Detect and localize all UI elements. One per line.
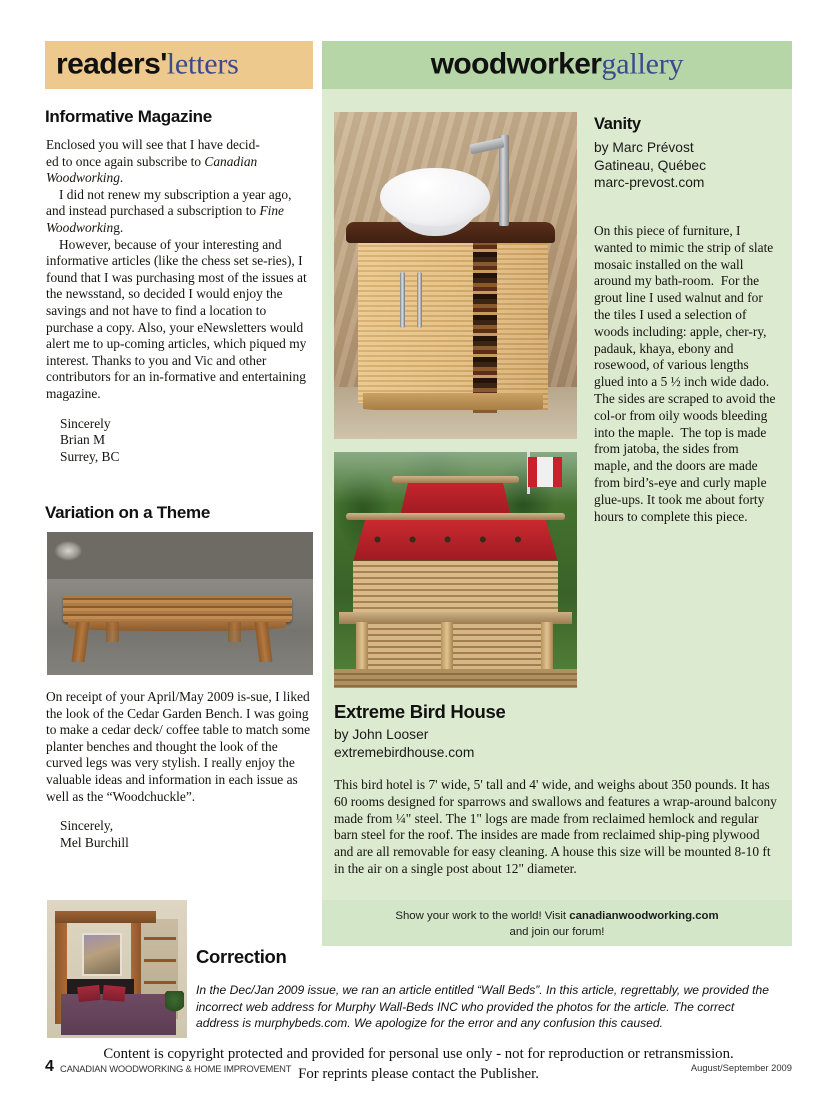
cedar-deck-coffee-table-photo [47, 532, 313, 675]
slate-mosaic-inlay-strip [473, 236, 497, 413]
letter-1-paragraph-1: Enclosed you will see that I have decid- ed to once again subscribe to Canadian Woodworking. [46, 137, 260, 186]
gallery-item-2-author: by John Looser [334, 727, 429, 742]
gallery-item-1-author: by Marc Prévost [594, 140, 694, 155]
accent-pillow-right [102, 985, 126, 1002]
watermark-line-2: For reprints please contact the Publisher. [298, 1066, 539, 1082]
gallery-header-bold: woodworker [430, 47, 602, 81]
gallery-footer-banner [322, 900, 792, 946]
readers-letters-header [45, 41, 313, 89]
letter-2-body [46, 689, 314, 851]
correction-title: Correction [196, 946, 287, 967]
wooden-deck [334, 669, 577, 688]
magazine-name: CANADIAN WOODWORKING & HOME IMPROVEMENT [60, 1063, 292, 1074]
letter-2-signature-line-1: Sincerely, [60, 818, 114, 834]
cabinet-handle-right [417, 272, 422, 328]
gallery-item-2-meta [334, 726, 594, 761]
letter-1-signature-line-2: Brian M [60, 432, 106, 448]
letter-1-body [46, 137, 314, 465]
gallery-item-2-title: Extreme Bird House [334, 701, 506, 722]
framed-artwork [82, 933, 122, 976]
bench-leg-rear-left [106, 622, 119, 642]
letter-2-title: Variation on a Theme [45, 503, 210, 522]
bench-tabletop [63, 595, 292, 622]
letter-1-paragraph-3: However, because of your interesting and informative articles (like the chess set se-ries), I found that I was purchasing most of the issues at the newsstand, so decided I would enjoy the savings and not have to find a location to purchase a copy. Also, your eNewsletters would alert me to up-coming articles, which piqued my interest. Thanks to you and Vic and other contributors for an in-formative and entertaining magazine. [46, 236, 307, 401]
wrap-around-balcony [339, 612, 572, 624]
lower-roof-ridge-log [346, 513, 565, 520]
watermark-line-1: Content is copyright protected and provided for personal use only - not for reproduction or retransmission. [103, 1046, 734, 1062]
stone-wall-background [47, 532, 313, 579]
letter-1-paragraph-2: I did not renew my subscription a year ago, and instead purchased a subscription to Fine Woodworking. [46, 186, 292, 235]
letter-1-title: Informative Magazine [45, 107, 212, 126]
letter-1-signature-line-3: Surrey, BC [60, 448, 120, 464]
gallery-header-text [431, 49, 684, 79]
gallery-footer-line-1 [322, 909, 792, 925]
canadian-flag [528, 457, 562, 488]
gallery-header-band [322, 41, 792, 89]
readers-letters-header-bold: readers' [56, 47, 167, 81]
bed-frame-header [55, 911, 156, 923]
vanity-photo [334, 112, 577, 439]
gallery-item-1-website[interactable]: marc-prevost.com [594, 175, 705, 191]
potted-plant [165, 991, 185, 1013]
accent-pillow-left [77, 984, 101, 1001]
murphy-wall-bed-photo [47, 900, 187, 1038]
bench-leg-rear-right [228, 622, 241, 642]
vessel-sink-rim [380, 168, 489, 227]
gallery-item-1-title: Vanity [594, 115, 641, 133]
letter-2-signature [46, 818, 314, 851]
support-post-right [541, 622, 553, 674]
page-number: 4 [45, 1058, 54, 1075]
extreme-bird-house-photo [334, 452, 577, 688]
upper-roof-ridge-log [392, 476, 518, 483]
gallery-footer-website[interactable]: canadianwoodworking.com [569, 910, 719, 922]
faucet-post [499, 135, 509, 227]
letter-1-signature [46, 416, 314, 466]
gallery-footer-prefix: Show your work to the world! Visit [395, 910, 570, 922]
letter-1-signature-line-1: Sincerely [60, 415, 111, 431]
upper-log-walls [353, 561, 557, 613]
bird-entry-holes [358, 523, 552, 556]
issue-date: August/September 2009 [690, 1062, 792, 1073]
lower-log-walls [363, 624, 548, 671]
vanity-plinth [363, 393, 543, 409]
gallery-item-1-location: Gatineau, Québec [594, 157, 706, 173]
letter-2-paragraph-1: On receipt of your April/May 2009 is-sue, I liked the look of the Cedar Garden Bench. I was going to make a cedar deck/ coffee table to match some planter benches and thought the look of the curved legs was very stylish. I really enjoy the valuable ideas and information in each issue as well as the “Woodchuckle”. [46, 689, 311, 804]
readers-letters-header-text [56, 49, 239, 79]
readers-letters-header-light: letters [166, 47, 239, 81]
support-post-center [441, 622, 453, 674]
correction-body: In the Dec/Jan 2009 issue, we ran an article entitled “Wall Beds”. In this article, regrettably, we provided the incorrect web address for Murphy Wall-Beds INC who provided the photos for the article. The correct address is murphybeds.com. We apologize for the error and any confusion this caused. [196, 983, 769, 1031]
gallery-footer-line-2: and join our forum! [509, 925, 605, 938]
letter-2-signature-line-2: Mel Burchill [60, 834, 129, 850]
cabinet-handle-left [400, 272, 405, 328]
gallery-item-1-description: On this piece of furniture, I wanted to mimic the strip of slate mosaic installed on the wall around my bath-room. For the grout line I used walnut and for the tiles I used a selection of woods including: apple, cher-ry, padauk, khaya, ebony and rosewood, of various lengths glued into a 5 ½ inch wide dado. The sides are scraped to avoid the col-or from oily woods bleeding into the maple. The top is made from jatoba, the sides from maple, and the doors are made from bird’s-eye and curly maple glue-ups. It took me about forty hours to complete this piece. [594, 223, 776, 524]
support-post-left [356, 622, 368, 674]
gallery-item-2-website[interactable]: extremebirdhouse.com [334, 744, 475, 760]
gallery-item-1-meta [594, 139, 789, 192]
gallery-item-2-description: This bird hotel is 7' wide, 5' tall and 4' wide, and weighs about 350 pounds. It has 60 rooms designed for sparrows and swallows and features a wrap-around balcony made from ¼" steel. The 1" logs are made from reclaimed hemlock and regular barn steel for the roof. The insides are made from reclaimed ship-ping plywood and are all removable for easy cleaning. A house this size will be mounted 8-10 ft in the air on a single post about 12" diameter. [334, 777, 777, 876]
gallery-header-light: gallery [601, 47, 684, 81]
